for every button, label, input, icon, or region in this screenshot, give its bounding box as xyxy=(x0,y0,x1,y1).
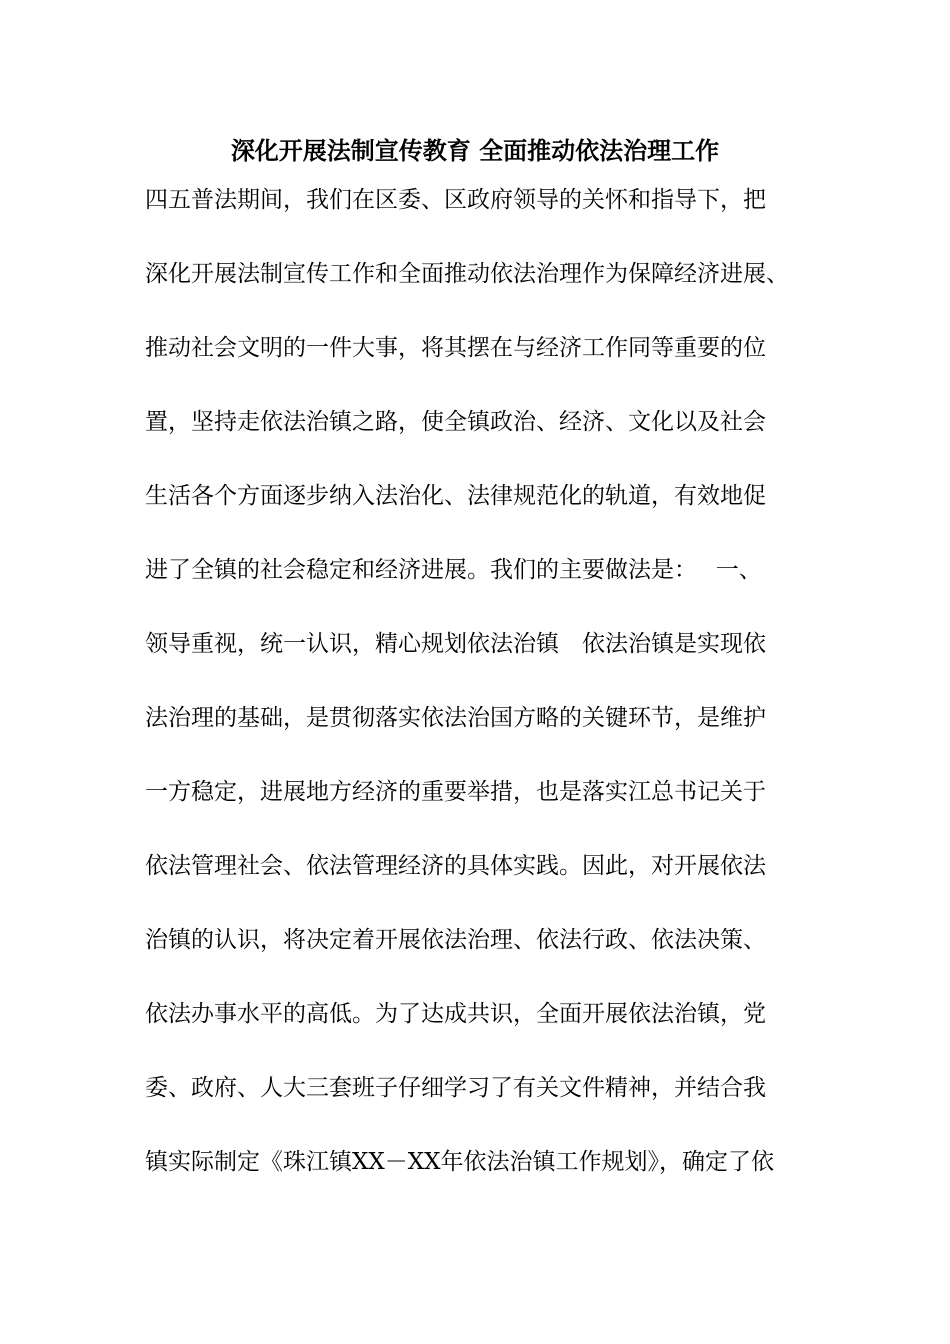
body-line: 委、政府、人大三套班子仔细学习了有关文件精神，并结合我 xyxy=(145,1075,766,1101)
body-line: 治镇的认识，将决定着开展依法治理、依法行政、依法决策、 xyxy=(145,927,766,953)
body-line: 依法办事水平的高低。为了达成共识，全面开展依法治镇，党 xyxy=(145,1001,766,1027)
body-line: 法治理的基础，是贯彻落实依法治国方略的关键环节，是维护 xyxy=(145,705,766,731)
body-line: 镇实际制定《珠江镇XX－XX年依法治镇工作规划》，确定了依 xyxy=(145,1149,774,1175)
body-line: 领导重视，统一认识，精心规划依法治镇 依法治镇是实现依 xyxy=(145,631,766,657)
body-line: 深化开展法制宣传工作和全面推动依法治理作为保障经济进展、 xyxy=(145,261,789,287)
body-line: 进了全镇的社会稳定和经济进展。我们的主要做法是： 一、 xyxy=(145,557,762,583)
body-line: 置，坚持走依法治镇之路，使全镇政治、经济、文化以及社会 xyxy=(145,409,766,435)
document-title: 深化开展法制宣传教育 全面推动依法治理工作 xyxy=(230,136,720,165)
body-line: 依法管理社会、依法管理经济的具体实践。因此，对开展依法 xyxy=(145,853,766,879)
body-line: 推动社会文明的一件大事，将其摆在与经济工作同等重要的位 xyxy=(145,335,766,361)
body-line: 一方稳定，进展地方经济的重要举措，也是落实江总书记关于 xyxy=(145,779,766,805)
document-body xyxy=(145,182,825,1218)
body-line: 生活各个方面逐步纳入法治化、法律规范化的轨道，有效地促 xyxy=(145,483,766,509)
body-line: 四五普法期间，我们在区委、区政府领导的关怀和指导下，把 xyxy=(145,187,766,213)
